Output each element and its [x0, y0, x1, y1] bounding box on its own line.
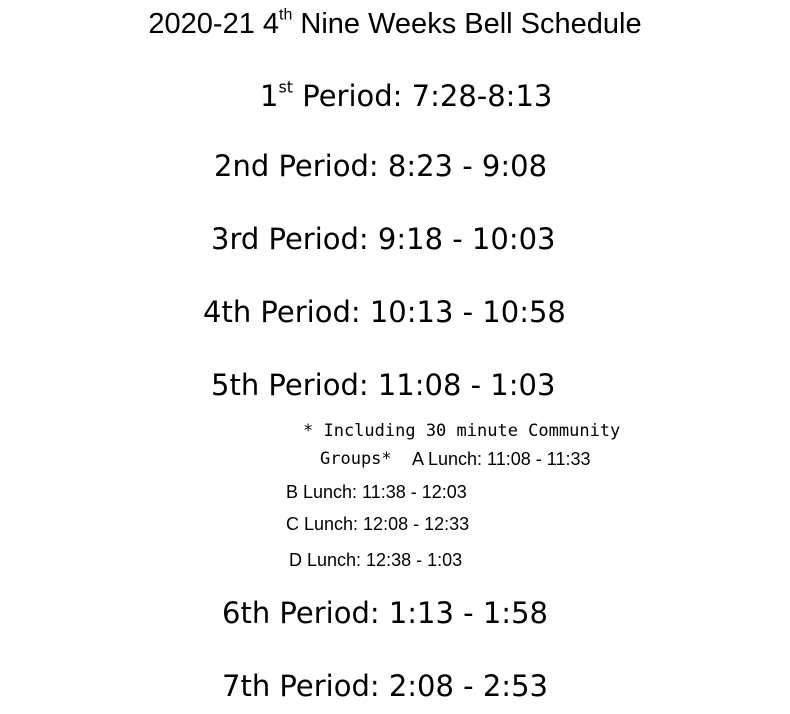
community-note-line-2: Groups*	[320, 449, 392, 469]
lunch-b: B Lunch: 11:38 - 12:03	[286, 482, 467, 502]
period-6: 6th Period: 1:13 - 1:58	[222, 596, 548, 630]
period-1-number: 1	[260, 79, 279, 113]
title-prefix: 2020-21 4	[148, 8, 280, 40]
title-rest: Nine Weeks Bell Schedule	[292, 8, 642, 40]
period-7: 7th Period: 2:08 - 2:53	[222, 669, 548, 703]
period-2: 2nd Period: 8:23 - 9:08	[214, 149, 548, 183]
title-superscript: th	[279, 6, 293, 24]
page-title	[0, 4, 790, 44]
period-4: 4th Period: 10:13 - 10:58	[203, 295, 566, 329]
period-5: 5th Period: 11:08 - 1:03	[211, 368, 556, 402]
period-3: 3rd Period: 9:18 - 10:03	[211, 222, 556, 256]
period-1	[260, 76, 552, 116]
community-note-line-1: * Including 30 minute Community	[303, 421, 621, 441]
period-1-superscript: st	[278, 77, 294, 97]
lunch-c: C Lunch: 12:08 - 12:33	[286, 514, 470, 534]
lunch-a: A Lunch: 11:08 - 11:33	[412, 449, 591, 469]
lunch-d: D Lunch: 12:38 - 1:03	[289, 550, 463, 570]
period-1-time: Period: 7:28-8:13	[293, 79, 553, 113]
